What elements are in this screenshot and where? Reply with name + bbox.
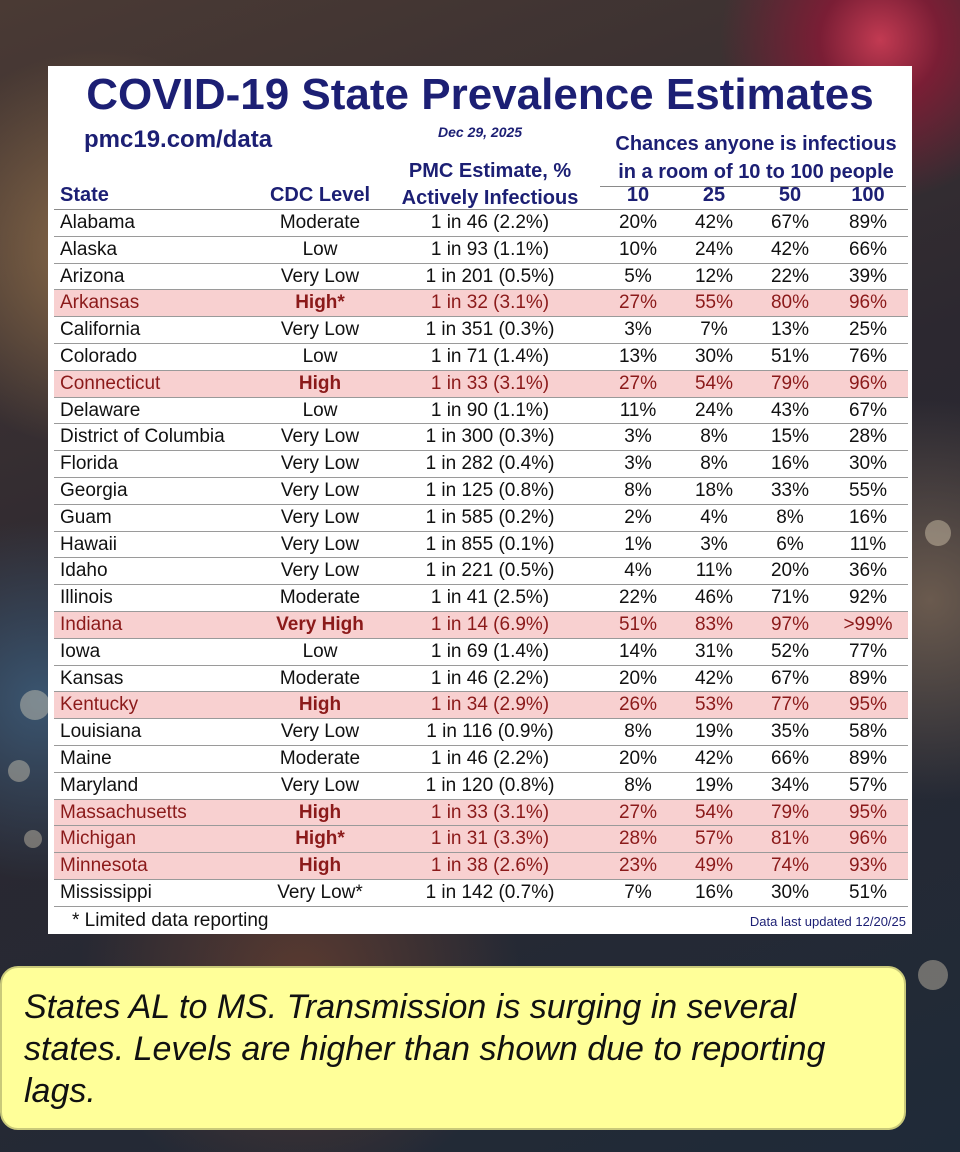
cell-cdc: Moderate [279,587,361,609]
footnote: * Limited data reporting [72,910,269,931]
cell-pmc: 1 in 69 (1.4%) [430,640,550,662]
table-row [54,853,908,880]
cell-p100: 36% [848,560,888,582]
cell-p50: 15% [770,426,810,448]
cell-p100: 30% [848,453,888,475]
cell-p50: 66% [770,747,810,769]
cell-state: Minnesota [60,855,148,877]
cell-cdc: Low [302,238,338,260]
cell-p10: 7% [624,881,652,903]
cell-p10: 26% [618,694,658,716]
cell-pmc: 1 in 93 (1.1%) [430,238,550,260]
cell-cdc: Very Low* [277,881,363,903]
cell-cdc: Very Low [280,560,360,582]
cell-p100: >99% [843,613,893,635]
table-row [54,505,908,532]
cell-pmc: 1 in 585 (0.2%) [425,506,555,528]
cell-p10: 8% [624,721,652,743]
cell-p10: 14% [618,640,658,662]
cell-state: Colorado [60,345,138,367]
cell-p50: 97% [770,613,810,635]
cell-p25: 7% [700,319,728,341]
cell-p100: 39% [848,265,888,287]
cell-cdc: High [298,855,342,877]
cell-pmc: 1 in 282 (0.4%) [425,453,555,475]
table-row [54,317,908,344]
cell-state: Arizona [60,265,125,287]
cell-state: Michigan [60,828,137,850]
cell-p100: 28% [848,426,888,448]
table-row [54,264,908,291]
cell-p10: 51% [618,613,658,635]
cell-p100: 89% [848,212,888,233]
cell-p10: 20% [618,667,658,689]
cell-p25: 3% [700,533,728,555]
cell-p10: 13% [618,345,658,367]
last-updated: Data last updated 12/20/25 [749,914,906,929]
cell-p50: 30% [770,881,810,903]
pmc-estimate-header [388,158,592,212]
cell-p50: 34% [770,774,810,796]
cell-state: Iowa [60,640,101,662]
cell-pmc: 1 in 71 (1.4%) [430,345,550,367]
cell-pmc: 1 in 46 (2.2%) [430,747,550,769]
cell-p50: 67% [770,667,810,689]
cell-state: Alaska [60,238,118,260]
cell-state: Idaho [60,560,108,582]
table-row [54,826,908,853]
cell-p100: 11% [849,533,887,555]
cell-p100: 67% [848,399,888,421]
cell-state: Connecticut [60,372,161,394]
cell-p25: 46% [694,587,734,609]
cell-state: Florida [60,453,119,475]
cell-p25: 19% [694,721,734,743]
cell-p10: 3% [624,426,652,448]
table-row [54,478,908,505]
cell-p25: 42% [694,212,734,233]
cell-p10: 27% [618,372,658,394]
bokeh-light [918,960,948,990]
cell-p10: 4% [624,560,652,582]
chances-header-line: in a room of 10 to 100 people [618,161,894,183]
cell-state: California [60,319,141,341]
cell-p10: 2% [624,506,652,528]
cell-p10: 10% [618,238,658,260]
cell-p100: 55% [848,479,888,501]
cell-pmc: 1 in 351 (0.3%) [425,319,555,341]
cell-cdc: Very Low [280,265,360,287]
cell-cdc: Moderate [279,667,361,689]
cell-cdc: Low [302,640,338,662]
cell-p100: 89% [848,747,888,769]
cell-cdc: High* [295,828,345,850]
cell-p10: 23% [618,855,658,877]
table-row [54,344,908,371]
cell-p10: 22% [618,587,658,609]
cell-pmc: 1 in 125 (0.8%) [425,479,555,501]
table-row [54,585,908,612]
cell-state: Illinois [60,587,113,609]
cell-state: Hawaii [60,533,118,555]
cell-p10: 8% [624,774,652,796]
table-row [54,612,908,639]
cell-pmc: 1 in 33 (3.1%) [430,372,550,394]
cell-pmc: 1 in 120 (0.8%) [425,774,555,796]
cell-state: Georgia [60,479,128,501]
cell-p10: 1% [624,533,652,555]
cell-p25: 19% [694,774,734,796]
cell-p25: 12% [694,265,734,287]
cell-p50: 67% [770,212,810,233]
cell-p50: 74% [770,855,810,877]
cell-p10: 28% [618,828,658,850]
table-row [54,692,908,719]
cell-p25: 11% [695,560,733,582]
cell-state: Mississippi [60,881,152,903]
report-date: Dec 29, 2025 [438,124,523,140]
cell-p50: 79% [770,801,810,823]
table-row [54,746,908,773]
cell-p25: 24% [694,399,734,421]
cell-cdc: Very Low [280,774,360,796]
cell-p25: 31% [694,640,734,662]
column-header-100: 100 [851,184,885,206]
cell-cdc: High [298,372,342,394]
cell-p100: 93% [848,855,888,877]
cell-p50: 33% [770,479,810,501]
cell-p100: 57% [848,774,888,796]
cell-p50: 35% [770,721,810,743]
cell-p100: 89% [848,667,888,689]
cell-p25: 49% [694,855,734,877]
cell-pmc: 1 in 38 (2.6%) [430,855,550,877]
cell-p10: 11% [619,399,657,421]
cell-p100: 76% [848,345,888,367]
page-title: COVID-19 State Prevalence Estimates [86,70,874,119]
cell-cdc: Very Low [280,453,360,475]
cell-pmc: 1 in 14 (6.9%) [430,613,550,635]
cell-p50: 77% [770,694,810,716]
table-row [54,290,908,317]
cell-pmc: 1 in 41 (2.5%) [430,587,550,609]
cell-pmc: 1 in 32 (3.1%) [430,292,550,314]
table-row [54,558,908,585]
cell-p10: 27% [618,801,658,823]
cell-cdc: Very Low [280,319,360,341]
cell-state: Alabama [60,212,135,233]
cell-pmc: 1 in 201 (0.5%) [425,265,555,287]
table-row [54,800,908,827]
bokeh-light [24,830,42,848]
table-row [54,371,908,398]
cell-p50: 51% [770,345,810,367]
bokeh-light [20,690,50,720]
cell-p10: 3% [624,453,652,475]
cell-p10: 20% [618,747,658,769]
pmc-header-line: Actively Infectious [401,187,579,209]
cell-pmc: 1 in 46 (2.2%) [430,212,550,233]
cell-p50: 79% [770,372,810,394]
column-header-cdc-level: CDC Level [269,184,371,206]
cell-p25: 8% [700,426,728,448]
cell-state: Massachusetts [60,801,187,823]
cell-p100: 58% [848,721,888,743]
table-row [54,719,908,746]
cell-p25: 83% [694,613,734,635]
cell-state: Maryland [60,774,139,796]
cell-state: Louisiana [60,721,142,743]
cell-pmc: 1 in 34 (2.9%) [430,694,550,716]
cell-pmc: 1 in 46 (2.2%) [430,667,550,689]
caption-text: States AL to MS. Transmission is surging in several states. Levels are higher than shown due to reporting lags. [24,988,826,1110]
cell-p10: 8% [624,479,652,501]
column-header-10: 10 [626,184,650,206]
cell-p25: 30% [694,345,734,367]
cell-cdc: High [298,801,342,823]
cell-p100: 77% [848,640,888,662]
cell-state: Kansas [60,667,124,689]
cell-p100: 51% [848,881,888,903]
cell-p100: 96% [848,292,888,314]
cell-p25: 55% [694,292,734,314]
cell-p25: 53% [694,694,734,716]
cell-p100: 92% [848,587,888,609]
table-row [54,451,908,478]
cell-p25: 42% [694,667,734,689]
cell-p50: 52% [770,640,810,662]
cell-p100: 66% [848,238,888,260]
cell-state: District of Columbia [60,426,225,448]
cell-cdc: Low [302,399,338,421]
cell-p50: 80% [770,292,810,314]
cell-pmc: 1 in 33 (3.1%) [430,801,550,823]
cell-cdc: Very Low [280,506,360,528]
cell-cdc: Very Low [280,426,360,448]
cell-state: Guam [60,506,112,528]
cell-p50: 22% [770,265,810,287]
cell-p25: 18% [694,479,734,501]
cell-p25: 4% [700,506,728,528]
table-body [54,210,908,907]
table-row [54,880,908,907]
cell-cdc: Very Low [280,721,360,743]
cell-pmc: 1 in 142 (0.7%) [425,881,555,903]
cell-p100: 96% [848,372,888,394]
table-row [54,666,908,693]
cell-pmc: 1 in 221 (0.5%) [425,560,555,582]
cell-p25: 42% [694,747,734,769]
chances-header-line: Chances anyone is infectious [615,133,897,155]
cell-p10: 27% [618,292,658,314]
cell-cdc: Moderate [279,212,361,233]
column-header-50: 50 [778,184,802,206]
cell-state: Maine [60,747,112,769]
caption-box [0,966,906,1130]
cell-pmc: 1 in 855 (0.1%) [425,533,555,555]
cell-p50: 16% [770,453,810,475]
cell-cdc: Very Low [280,479,360,501]
cell-p10: 3% [624,319,652,341]
cell-cdc: Very Low [280,533,360,555]
column-header-state: State [60,184,109,206]
column-header-25: 25 [702,184,726,206]
cell-p50: 6% [776,533,804,555]
cell-pmc: 1 in 90 (1.1%) [430,399,550,421]
cell-state: Indiana [60,613,123,635]
cell-p100: 25% [848,319,888,341]
bokeh-light [8,760,30,782]
table-row [54,773,908,800]
cell-state: Delaware [60,399,141,421]
cell-p50: 13% [770,319,810,341]
cell-cdc: Very High [276,613,364,635]
cell-state: Arkansas [60,292,140,314]
cell-p100: 95% [848,694,888,716]
cell-p10: 20% [618,212,658,233]
cell-pmc: 1 in 300 (0.3%) [425,426,555,448]
cell-cdc: Moderate [279,747,361,769]
cell-cdc: High* [295,292,345,314]
cell-p100: 96% [848,828,888,850]
table-row [54,424,908,451]
cell-cdc: High [298,694,342,716]
cell-cdc: Low [302,345,338,367]
cell-pmc: 1 in 31 (3.3%) [430,828,550,850]
cell-p10: 5% [624,265,652,287]
cell-pmc: 1 in 116 (0.9%) [426,721,554,743]
cell-p25: 54% [694,801,734,823]
table-row [54,210,908,237]
cell-p100: 16% [848,506,888,528]
cell-p50: 43% [770,399,810,421]
table-row [54,237,908,264]
bokeh-light [925,520,951,546]
pmc-header-line: PMC Estimate, % [408,160,572,182]
cell-p100: 95% [848,801,888,823]
cell-p50: 8% [776,506,804,528]
table-row [54,398,908,425]
cell-p50: 81% [770,828,810,850]
cell-p25: 57% [694,828,734,850]
table-row [54,532,908,559]
table-row [54,639,908,666]
cell-p50: 20% [770,560,810,582]
cell-p50: 42% [770,238,810,260]
cell-p25: 8% [700,453,728,475]
cell-p50: 71% [770,587,810,609]
cell-p25: 54% [694,372,734,394]
cell-p25: 16% [694,881,734,903]
prevalence-table-panel [48,66,912,934]
cell-p25: 24% [694,238,734,260]
cell-state: Kentucky [60,694,139,716]
site-link: pmc19.com/data [84,126,273,153]
chances-header [600,130,912,186]
